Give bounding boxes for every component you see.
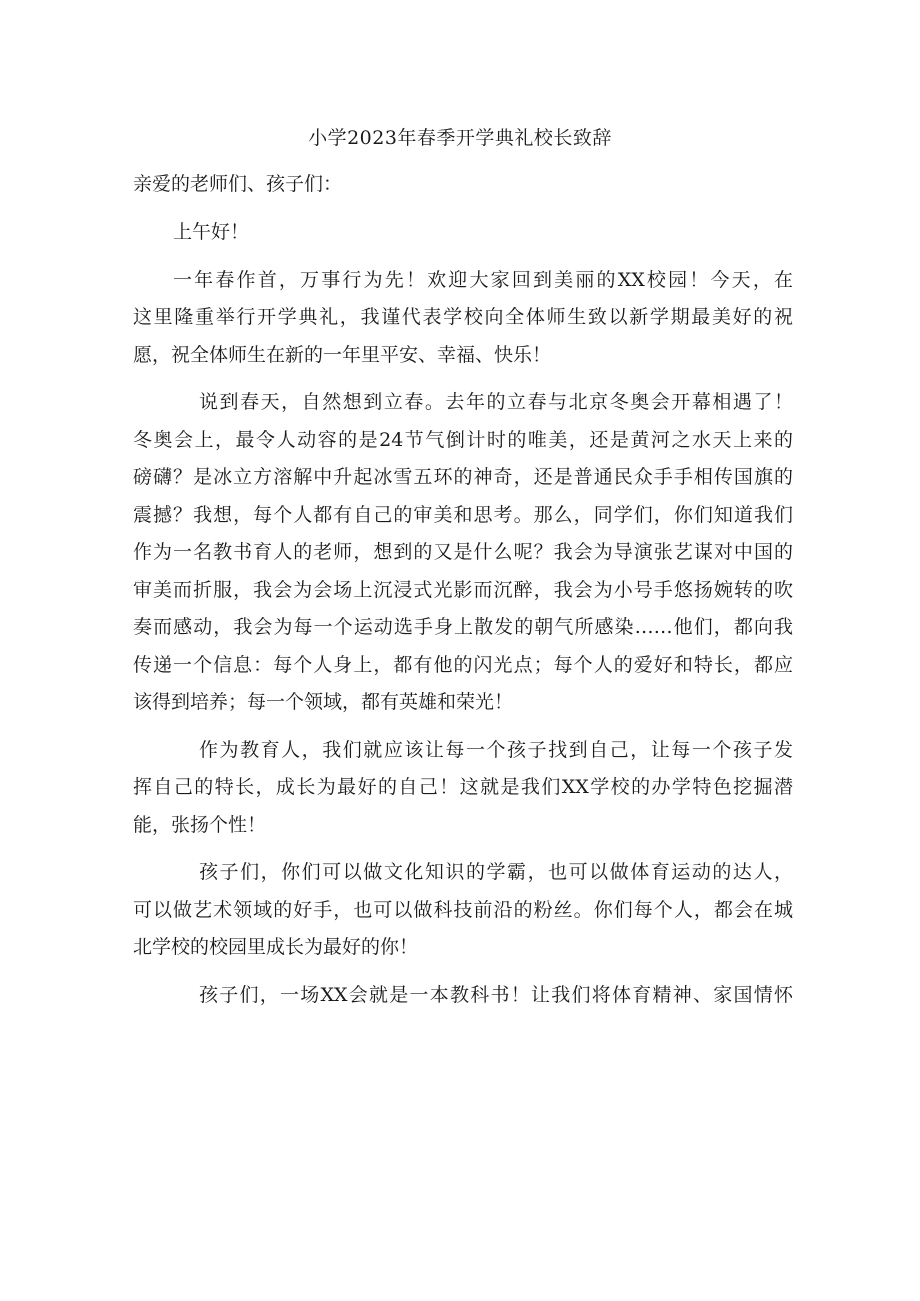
salutation: 亲爱的老师们、孩子们：	[133, 173, 343, 195]
text-line: 北学校的校园里成长为最好的你！	[133, 936, 419, 958]
document-title: 小学2023年春季开学典礼校长致辞	[308, 127, 612, 149]
paragraph-textbook	[133, 977, 793, 1015]
text-line: 震撼？我想，每个人都有自己的审美和思考。那么，同学们，你们知道我们	[133, 503, 793, 526]
text-line: 说到春天，自然想到立春。去年的立春与北京冬奥会开幕相遇了！	[199, 391, 793, 413]
text-line: 上午好！	[173, 221, 250, 243]
text-line: 磅礴？是冰立方溶解中升起冰雪五环的神奇，还是普通民众手手相传国旗的	[133, 466, 793, 488]
text-line: 该得到培养；每一个领域，都有英雄和荣光！	[133, 691, 514, 713]
text-line: 一年春作首，万事行为先！欢迎大家回到美丽的XX校园！今天，在	[173, 268, 793, 291]
paragraph-greeting	[133, 214, 793, 252]
text-line: 传递一个信息：每个人身上，都有他的闪光点；每个人的爱好和特长，都应	[133, 653, 793, 676]
text-line: 作为教育人，我们就应该让每一个孩子找到自己，让每一个孩子发	[199, 738, 793, 761]
text-line: 孩子们，一场XX会就是一本教科书！让我们将体育精神、家国情怀	[199, 983, 793, 1006]
text-line: 奏而感动，我会为每一个运动选手身上散发的朝气所感染……他们，都向我	[133, 616, 793, 638]
paragraph-children	[133, 854, 793, 967]
text-line: 能，张扬个性！	[133, 813, 267, 836]
text-line: 这里隆重举行开学典礼，我谨代表学校向全体师生致以新学期最美好的祝	[133, 306, 793, 328]
paragraph-welcome	[133, 262, 793, 375]
text-line: 作为一名教书育人的老师，想到的又是什么呢？我会为导演张艺谋对中国的	[133, 541, 793, 563]
text-line: 可以做艺术领域的好手，也可以做科技前沿的粉丝。你们每个人，都会在城	[133, 898, 793, 921]
paragraph-educators	[133, 732, 793, 845]
text-line: 愿，祝全体师生在新的一年里平安、幸福、快乐！	[133, 343, 552, 366]
paragraph-olympics	[133, 384, 793, 722]
text-line: 冬奥会上，最令人动容的是24节气倒计时的唯美，还是黄河之水天上来的	[133, 428, 793, 451]
text-line: 孩子们，你们可以做文化知识的学霸，也可以做体育运动的达人，	[199, 861, 793, 883]
text-line: 审美而折服，我会为会场上沉浸式光影而沉醉，我会为小号手悠扬婉转的吹	[133, 578, 793, 601]
text-line: 挥自己的特长，成长为最好的自己！这就是我们XX学校的办学特色挖掘潜	[133, 776, 793, 798]
document-body	[133, 214, 793, 1024]
